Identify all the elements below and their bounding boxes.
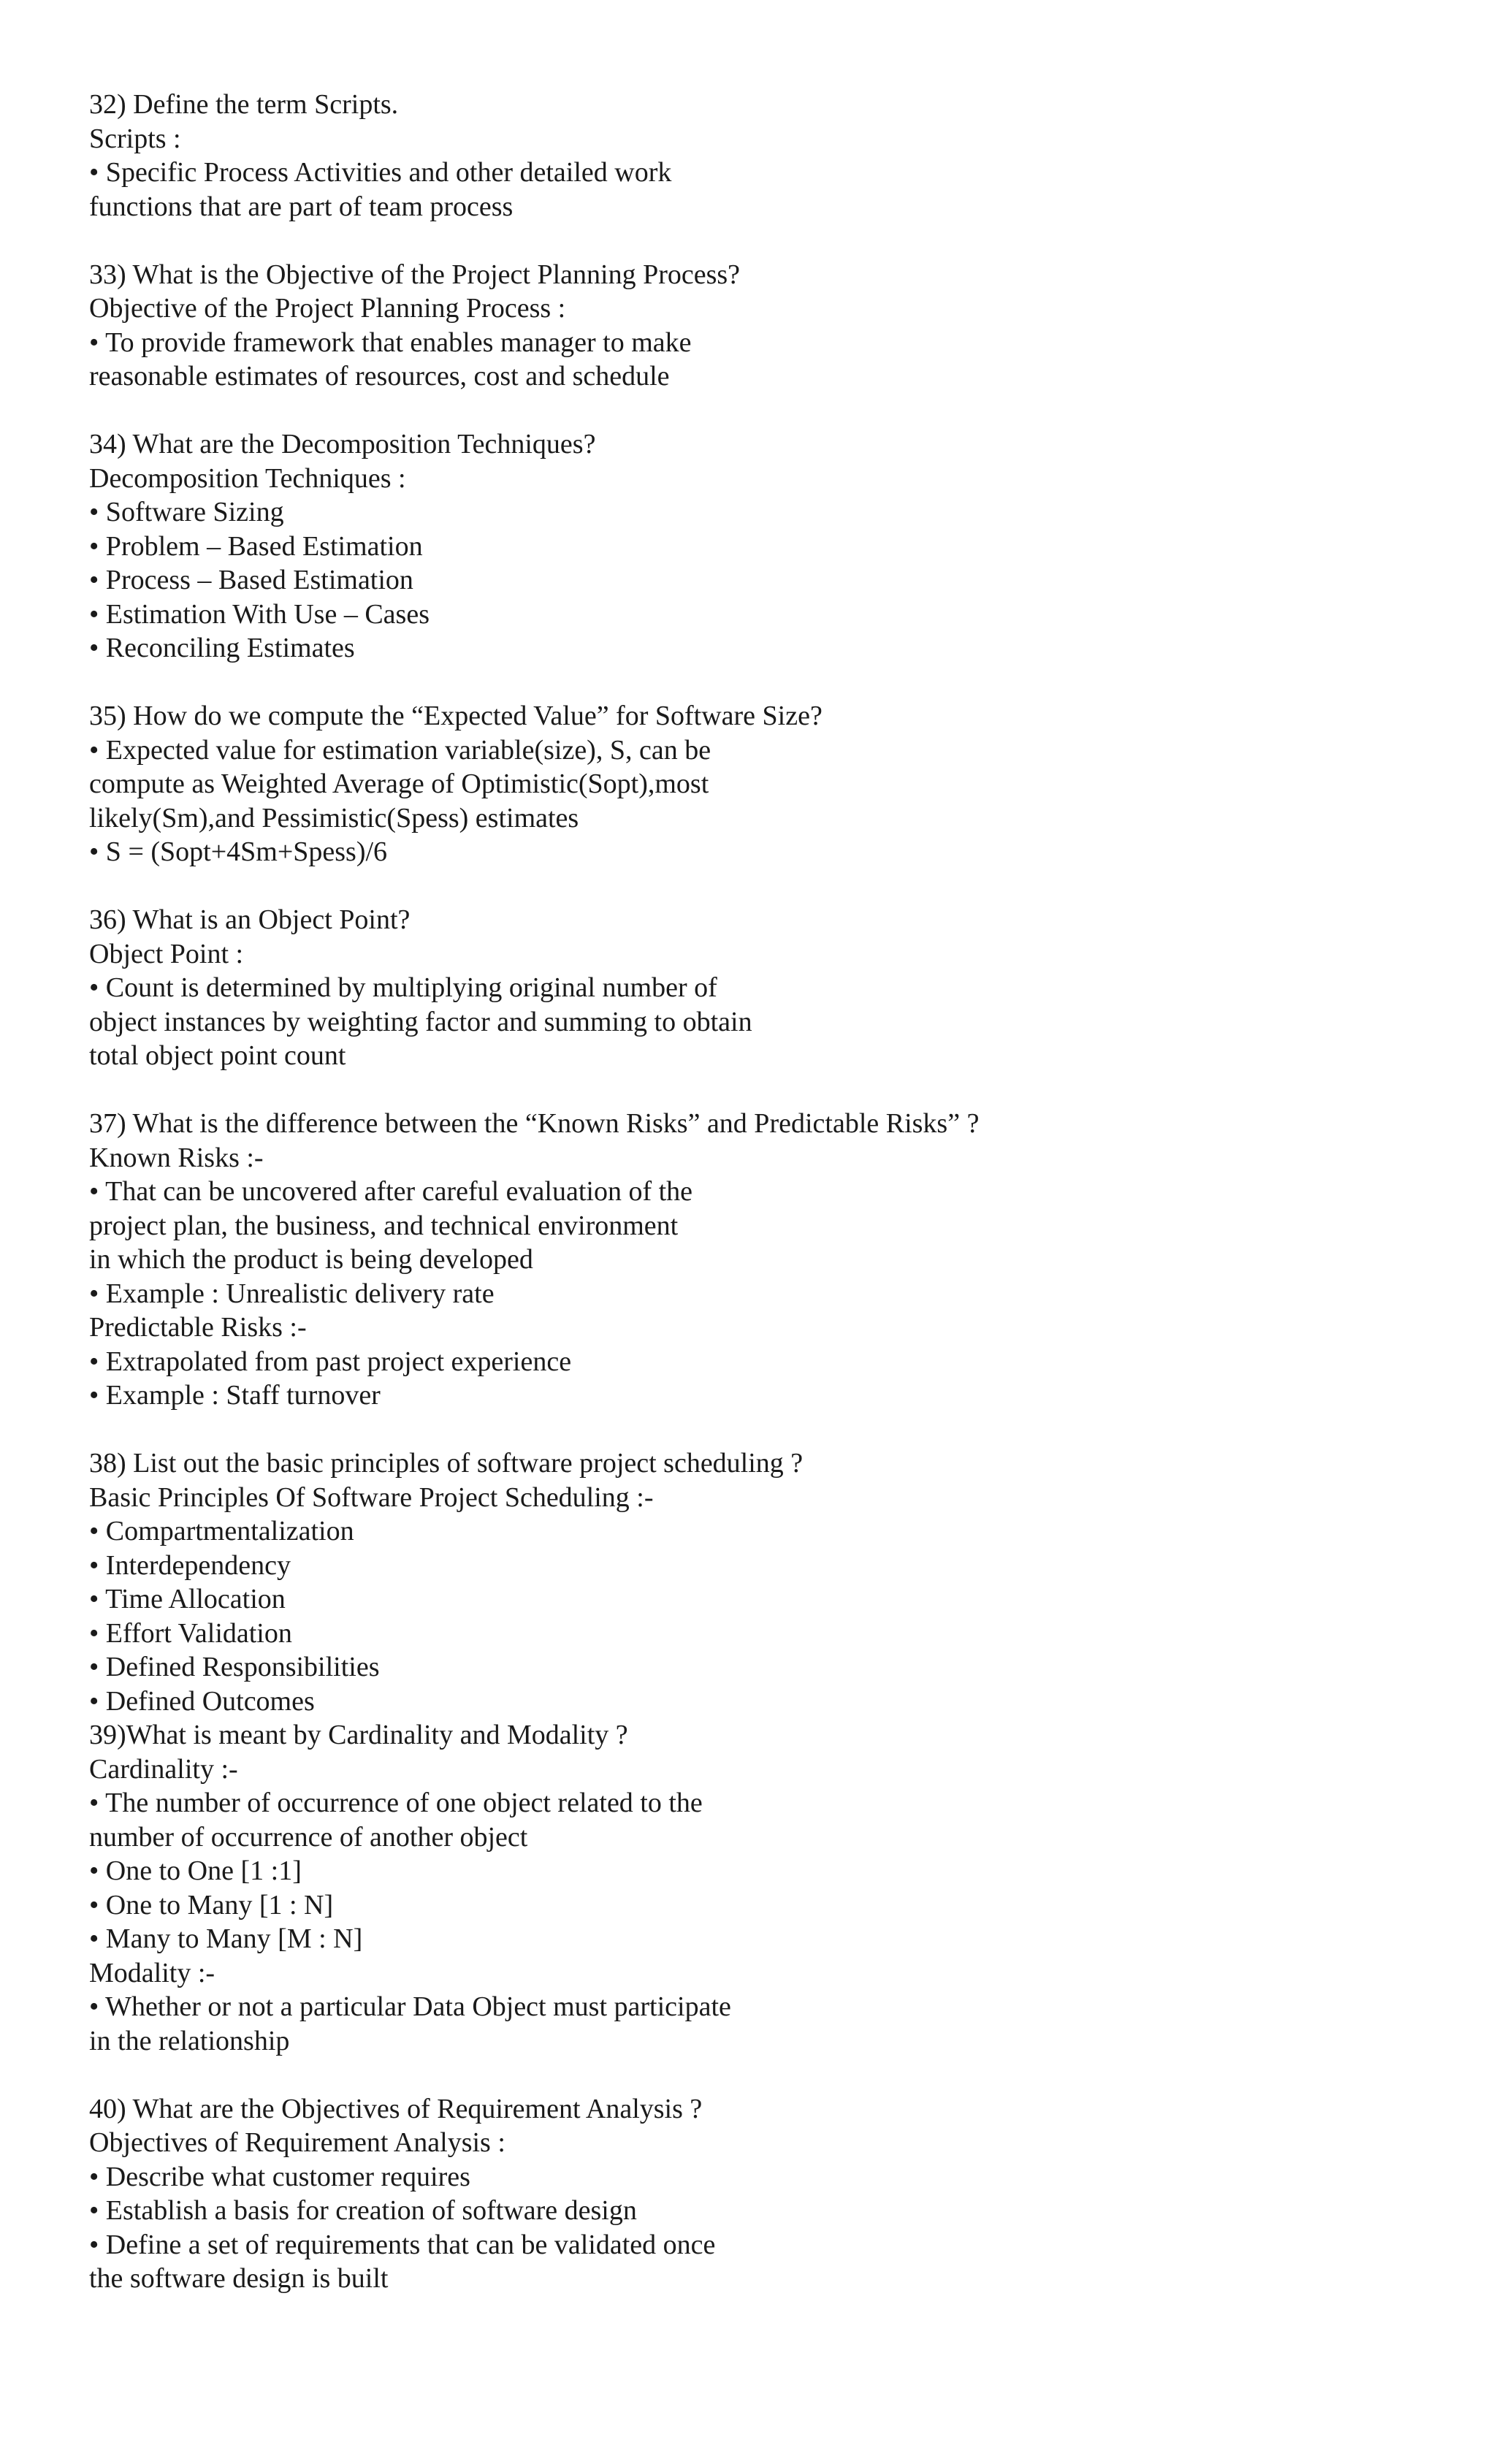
text-line: number of occurrence of another object	[89, 1821, 528, 1853]
question-block-q36	[89, 903, 1404, 1073]
text-line: in the relationship	[89, 2025, 290, 2056]
question-heading: 33) What is the Objective of the Project Planning Process?	[89, 259, 741, 290]
section-spacer	[89, 394, 1404, 428]
bullet-item: • Problem – Based Estimation	[89, 530, 423, 562]
bullet-item: • Example : Unrealistic delivery rate	[89, 1278, 495, 1309]
text-line: reasonable estimates of resources, cost and schedule	[89, 361, 670, 392]
bullet-item: • Specific Process Activities and other detailed work	[89, 157, 672, 188]
bullet-item: • Whether or not a particular Data Object must participate	[89, 1991, 731, 2022]
question-block-q32	[89, 88, 1404, 224]
text-line: in which the product is being developed	[89, 1244, 533, 1275]
bullet-item: • Count is determined by multiplying original number of	[89, 972, 717, 1003]
bullet-item: • The number of occurrence of one object related to the	[89, 1788, 703, 1818]
question-heading: 34) What are the Decomposition Techniques?	[89, 429, 596, 459]
text-line: compute as Weighted Average of Optimistic(Sopt),most	[89, 768, 709, 799]
text-line: total object point count	[89, 1040, 346, 1071]
question-heading: 35) How do we compute the “Expected Value” for Software Size?	[89, 701, 823, 731]
bullet-item: • Interdependency	[89, 1549, 291, 1581]
section-spacer	[89, 1413, 1404, 1447]
bullet-item: • Estimation With Use – Cases	[89, 598, 430, 630]
section-spacer	[89, 869, 1404, 904]
section-spacer	[89, 1073, 1404, 1107]
question-heading: 37) What is the difference between the “Known Risks” and Predictable Risks” ?	[89, 1108, 980, 1139]
text-line: Modality :-	[89, 1957, 215, 1988]
document-body	[89, 88, 1404, 2296]
question-heading: 38) List out the basic principles of software project scheduling ?	[89, 1448, 804, 1479]
text-line: object instances by weighting factor and summing to obtain	[89, 1006, 752, 1037]
text-line: functions that are part of team process	[89, 191, 514, 222]
text-line: Object Point :	[89, 938, 244, 969]
text-line: Objective of the Project Planning Process :	[89, 293, 566, 324]
bullet-item: • One to Many [1 : N]	[89, 1889, 334, 1921]
question-block-q39	[89, 1718, 1404, 2058]
question-block-q38	[89, 1446, 1404, 1718]
question-heading: 40) What are the Objectives of Requirement Analysis ?	[89, 2093, 703, 2124]
bullet-item: • Reconciling Estimates	[89, 633, 355, 663]
bullet-item: • Time Allocation	[89, 1584, 286, 1614]
question-block-q40	[89, 2092, 1404, 2296]
question-heading: 32) Define the term Scripts.	[89, 89, 399, 120]
text-line: Predictable Risks :-	[89, 1312, 307, 1343]
text-line: project plan, the business, and technical environment	[89, 1210, 679, 1241]
bullet-item: • S = (Sopt+4Sm+Spess)/6	[89, 836, 388, 867]
section-spacer	[89, 224, 1404, 258]
bullet-item: • Expected value for estimation variable(size), S, can be	[89, 734, 711, 766]
text-line: Objectives of Requirement Analysis :	[89, 2127, 505, 2158]
bullet-item: • Describe what customer requires	[89, 2161, 470, 2192]
bullet-item: • Define a set of requirements that can be validated once	[89, 2229, 716, 2260]
text-line: Decomposition Techniques :	[89, 462, 406, 494]
question-block-q35	[89, 699, 1404, 869]
bullet-item: • Extrapolated from past project experience	[89, 1346, 572, 1377]
bullet-item: • Compartmentalization	[89, 1516, 354, 1546]
bullet-item: • Effort Validation	[89, 1617, 292, 1649]
question-block-q33	[89, 258, 1404, 394]
question-block-q37	[89, 1107, 1404, 1413]
bullet-item: • Process – Based Estimation	[89, 565, 413, 595]
question-heading: 36) What is an Object Point?	[89, 904, 411, 935]
text-line: Cardinality :-	[89, 1753, 238, 1785]
bullet-item: • Establish a basis for creation of software design	[89, 2195, 637, 2226]
bullet-item: • Software Sizing	[89, 497, 284, 527]
text-line: Known Risks :-	[89, 1142, 264, 1173]
text-line: Scripts :	[89, 123, 181, 154]
bullet-item: • Defined Responsibilities	[89, 1652, 380, 1682]
section-spacer	[89, 665, 1404, 700]
bullet-item: • Many to Many [M : N]	[89, 1923, 363, 1954]
section-spacer	[89, 2058, 1404, 2092]
text-line: Basic Principles Of Software Project Scheduling :-	[89, 1481, 654, 1513]
bullet-item: • That can be uncovered after careful evaluation of the	[89, 1176, 693, 1207]
bullet-item: • Defined Outcomes	[89, 1685, 315, 1717]
bullet-item: • To provide framework that enables manager to make	[89, 327, 692, 358]
bullet-item: • Example : Staff turnover	[89, 1380, 381, 1411]
text-line: the software design is built	[89, 2263, 389, 2294]
bullet-item: • One to One [1 :1]	[89, 1855, 302, 1886]
text-line: likely(Sm),and Pessimistic(Spess) estimates	[89, 802, 579, 834]
question-block-q34	[89, 427, 1404, 665]
question-heading: 39)What is meant by Cardinality and Modality ?	[89, 1720, 628, 1750]
